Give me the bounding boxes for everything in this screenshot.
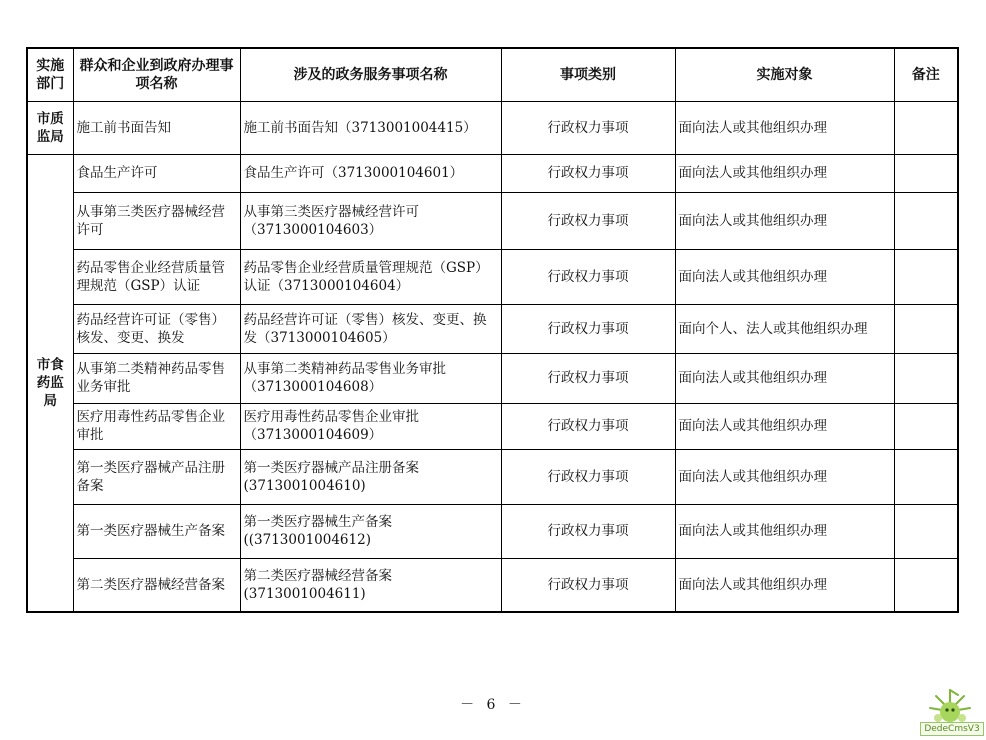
remark-cell bbox=[894, 504, 958, 558]
watermark-text: DedeCmsV3 bbox=[920, 722, 984, 736]
target-cell: 面向法人或其他组织办理 bbox=[675, 249, 894, 304]
target-cell: 面向法人或其他组织办理 bbox=[675, 558, 894, 612]
target-cell: 面向法人或其他组织办理 bbox=[675, 403, 894, 449]
header-target: 实施对象 bbox=[675, 48, 894, 101]
target-cell: 面向个人、法人或其他组织办理 bbox=[675, 304, 894, 353]
service-cell: 从事第三类医疗器械经营许可（3713000104603） bbox=[240, 192, 501, 249]
item-cell: 第二类医疗器械经营备案 bbox=[73, 558, 240, 612]
service-cell: 第一类医疗器械产品注册备案(3713001004610) bbox=[240, 449, 501, 504]
category-cell: 行政权力事项 bbox=[501, 249, 675, 304]
item-cell: 第一类医疗器械产品注册备案 bbox=[73, 449, 240, 504]
dept-cell: 市食药监局 bbox=[27, 154, 73, 612]
category-cell: 行政权力事项 bbox=[501, 449, 675, 504]
header-dept: 实施部门 bbox=[27, 48, 73, 101]
header-category: 事项类别 bbox=[501, 48, 675, 101]
item-cell: 药品经营许可证（零售）核发、变更、换发 bbox=[73, 304, 240, 353]
category-cell: 行政权力事项 bbox=[501, 558, 675, 612]
target-cell: 面向法人或其他组织办理 bbox=[675, 101, 894, 154]
header-service: 涉及的政务服务事项名称 bbox=[240, 48, 501, 101]
table-row bbox=[27, 154, 958, 192]
category-cell: 行政权力事项 bbox=[501, 192, 675, 249]
header-remark: 备注 bbox=[894, 48, 958, 101]
remark-cell bbox=[894, 449, 958, 504]
table-row bbox=[27, 304, 958, 353]
item-cell: 食品生产许可 bbox=[73, 154, 240, 192]
table-row bbox=[27, 101, 958, 154]
table-row bbox=[27, 449, 958, 504]
remark-cell bbox=[894, 403, 958, 449]
item-cell: 从事第三类医疗器械经营许可 bbox=[73, 192, 240, 249]
item-cell: 从事第二类精神药品零售业务审批 bbox=[73, 353, 240, 403]
remark-cell bbox=[894, 558, 958, 612]
remark-cell bbox=[894, 192, 958, 249]
target-cell: 面向法人或其他组织办理 bbox=[675, 154, 894, 192]
table-header-row bbox=[27, 48, 958, 101]
service-cell: 医疗用毒性药品零售企业审批（3713000104609） bbox=[240, 403, 501, 449]
service-cell: 药品零售企业经营质量管理规范（GSP）认证（3713000104604） bbox=[240, 249, 501, 304]
service-cell: 施工前书面告知（3713001004415） bbox=[240, 101, 501, 154]
service-cell: 食品生产许可（3713000104601） bbox=[240, 154, 501, 192]
target-cell: 面向法人或其他组织办理 bbox=[675, 449, 894, 504]
target-cell: 面向法人或其他组织办理 bbox=[675, 504, 894, 558]
table-row bbox=[27, 192, 958, 249]
category-cell: 行政权力事项 bbox=[501, 504, 675, 558]
dept-cell: 市质监局 bbox=[27, 101, 73, 154]
item-cell: 药品零售企业经营质量管理规范（GSP）认证 bbox=[73, 249, 240, 304]
page-number: － 6 － bbox=[460, 697, 526, 713]
category-cell: 行政权力事项 bbox=[501, 353, 675, 403]
category-cell: 行政权力事项 bbox=[501, 403, 675, 449]
service-cell: 第一类医疗器械生产备案((3713001004612) bbox=[240, 504, 501, 558]
service-cell: 第二类医疗器械经营备案(3713001004611) bbox=[240, 558, 501, 612]
category-cell: 行政权力事项 bbox=[501, 154, 675, 192]
remark-cell bbox=[894, 101, 958, 154]
category-cell: 行政权力事项 bbox=[501, 101, 675, 154]
table-row bbox=[27, 403, 958, 449]
item-cell: 施工前书面告知 bbox=[73, 101, 240, 154]
table-row bbox=[27, 504, 958, 558]
table-row bbox=[27, 249, 958, 304]
service-cell: 药品经营许可证（零售）核发、变更、换发（3713000104605） bbox=[240, 304, 501, 353]
remark-cell bbox=[894, 304, 958, 353]
service-cell: 从事第二类精神药品零售业务审批（3713000104608） bbox=[240, 353, 501, 403]
table-row bbox=[27, 353, 958, 403]
table-row bbox=[27, 558, 958, 612]
category-cell: 行政权力事项 bbox=[501, 304, 675, 353]
remark-cell bbox=[894, 154, 958, 192]
target-cell: 面向法人或其他组织办理 bbox=[675, 192, 894, 249]
service-items-table bbox=[26, 47, 959, 613]
header-item: 群众和企业到政府办理事项名称 bbox=[73, 48, 240, 101]
item-cell: 医疗用毒性药品零售企业审批 bbox=[73, 403, 240, 449]
item-cell: 第一类医疗器械生产备案 bbox=[73, 504, 240, 558]
remark-cell bbox=[894, 353, 958, 403]
target-cell: 面向法人或其他组织办理 bbox=[675, 353, 894, 403]
remark-cell bbox=[894, 249, 958, 304]
